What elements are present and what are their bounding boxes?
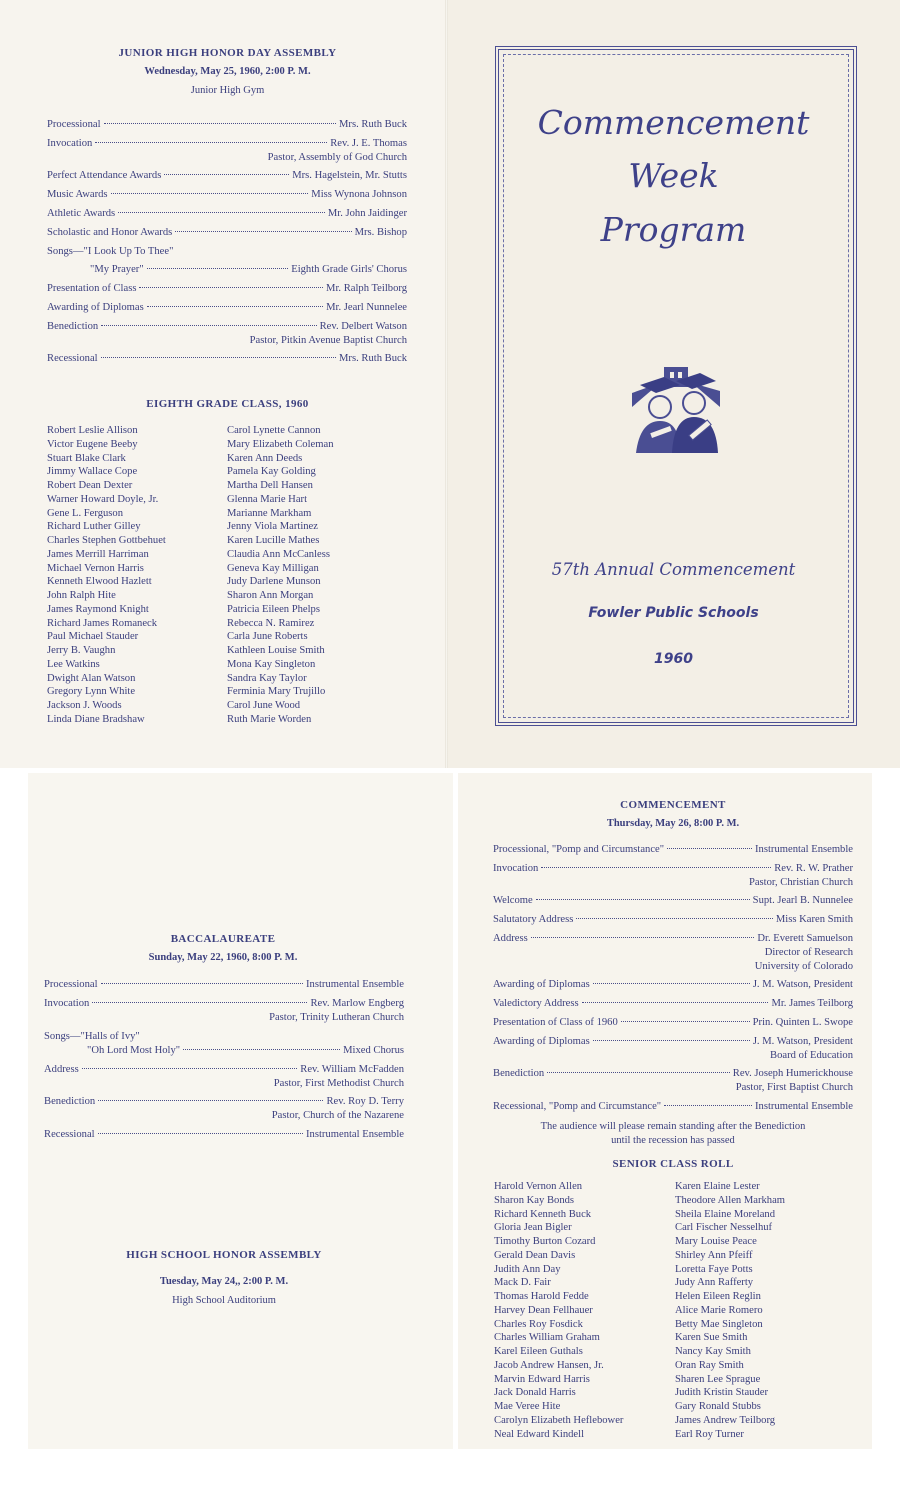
name-entry: Jimmy Wallace Cope [47,466,138,478]
program-item: Athletic Awards [47,208,116,219]
name-entry: Geneva Kay Milligan [227,562,319,574]
name-entry: Gerald Dean Davis [494,1249,576,1261]
program-performer: Mrs. Bishop [354,227,407,238]
junior-high-place: Junior High Gym [190,85,265,96]
name-entry: Mack D. Fair [494,1277,551,1289]
name-entry: Robert Leslie Allison [47,425,138,436]
junior-high-date: Wednesday, May 25, 1960, 2:00 P. M. [144,66,311,77]
name-entry: James Raymond Knight [47,603,149,615]
senior-class-title: SENIOR CLASS ROLL [612,1158,734,1170]
commencement-date: Thursday, May 26, 8:00 P. M. [606,818,740,829]
program-performer-detail: Pastor, Pitkin Avenue Baptist Church [249,335,407,346]
program-item: Processional, "Pomp and Circumstance" [493,844,665,855]
program-row [44,998,404,1012]
senior-names-right [675,1180,785,1441]
program-performer: Instrumental Ensemble [755,844,853,855]
name-entry: Charles William Graham [494,1332,600,1344]
program-item: Processional [44,979,98,990]
program-performer-detail: Pastor, First Methodist Church [273,1078,404,1089]
name-entry: Harold Vernon Allen [494,1181,583,1192]
program-performer-detail: Pastor, Trinity Lutheran Church [269,1012,404,1023]
program-item: Scholastic and Honor Awards [47,227,173,238]
cover-page [447,0,900,768]
program-performer: Miss Karen Smith [775,914,853,925]
name-entry: Carla June Roberts [227,631,308,643]
name-entry: Karen Elaine Lester [675,1181,760,1192]
program-row [47,170,407,184]
program-performer: Mr. Ralph Teilborg [326,283,407,294]
name-entry: Lee Watkins [47,658,100,670]
baccalaureate-date: Sunday, May 22, 1960, 8:00 P. M. [148,952,298,963]
name-entry: Kathleen Louise Smith [227,645,325,656]
program-row [47,321,407,335]
name-entry: Gene L. Ferguson [47,507,124,519]
program-performer: Instrumental Ensemble [306,979,404,990]
program-row [47,302,407,316]
name-entry: Karen Ann Deeds [227,452,303,464]
junior-high-title: JUNIOR HIGH HONOR DAY ASSEMBLY [118,47,337,59]
name-entry: Victor Eugene Beeby [47,438,138,450]
graduates-illustration [630,363,722,453]
commencement-note-line2: until the recession has passed [611,1135,735,1146]
name-entry: Earl Roy Turner [675,1428,744,1440]
program-performer: Mr. Jearl Nunnelee [326,302,407,313]
program-item: Recessional [47,353,98,364]
program-row [493,1101,853,1115]
cover-title-line1: Commencement [537,103,810,142]
program-item: Songs—"I Look Up To Thee" [47,246,174,257]
name-entry: James Andrew Teilborg [675,1414,776,1426]
program-row [90,264,407,278]
name-entry: Judy Ann Rafferty [675,1277,754,1289]
name-entry: John Ralph Hite [47,590,116,601]
junior-high-program [47,119,407,379]
program-item: Recessional, "Pomp and Circumstance" [493,1101,662,1112]
commencement-program [493,844,853,1114]
name-entry: Harvey Dean Fellhauer [494,1304,593,1316]
program-performer: Mr. John Jaidinger [327,208,407,219]
program-performer: Instrumental Ensemble [755,1101,853,1112]
program-item: Valedictory Address [493,998,579,1009]
name-entry: Mary Louise Peace [675,1236,757,1247]
program-item: Invocation [47,138,93,149]
page-fold [445,0,448,768]
baccalaureate-title: BACCALAUREATE [170,933,276,945]
commencement-page [458,773,872,1449]
name-entry: Mae Veree Hite [494,1401,561,1412]
name-entry: Marianne Markham [227,507,312,519]
program-item: Welcome [493,895,533,906]
program-row [493,998,853,1012]
program-performer: J. M. Watson, President [752,979,853,990]
name-entry: Kenneth Elwood Hazlett [47,576,152,588]
name-entry: Warner Howard Doyle, Jr. [47,493,159,505]
name-entry: Nancy Kay Smith [675,1346,751,1357]
program-row [44,1096,404,1110]
cover-school-name: Fowler Public Schools [588,605,759,621]
program-performer: Mrs. Hagelstein, Mr. Stutts [292,170,407,181]
program-performer: Mixed Chorus [343,1045,404,1056]
program-performer-detail: University of Colorado [754,961,853,972]
name-entry: Patricia Eileen Phelps [227,603,320,615]
program-item: Benediction [47,321,99,332]
program-item: "Oh Lord Most Holy" [87,1045,181,1056]
program-item: Awarding of Diplomas [493,1036,590,1047]
name-entry: Mona Kay Singleton [227,658,316,670]
program-row [44,979,404,993]
program-row [493,1017,853,1031]
name-entry: Jenny Viola Martinez [227,521,318,533]
name-entry: Judy Darlene Munson [227,576,321,588]
name-entry: Jackson J. Woods [47,700,122,711]
program-item: Salutatory Address [493,914,574,925]
baccalaureate-program [44,979,404,1149]
program-item: "My Prayer" [90,264,144,275]
name-entry: Jack Donald Harris [494,1387,576,1399]
program-performer: Eighth Grade Girls' Chorus [291,264,407,275]
name-entry: Mary Elizabeth Coleman [227,438,334,450]
name-entry: Glenna Marie Hart [227,493,308,505]
name-entry: James Merrill Harriman [47,548,149,560]
program-performer: Instrumental Ensemble [306,1129,404,1140]
program-item: Awarding of Diplomas [493,979,590,990]
program-row [493,914,853,928]
program-performer-detail: Board of Education [770,1050,853,1061]
program-performer-detail: Pastor, Assembly of God Church [267,152,407,163]
name-entry: Karen Lucille Mathes [227,535,320,546]
name-entry: Carl Fischer Nesselhuf [675,1222,773,1234]
name-entry: Gregory Lynn White [47,686,136,698]
name-entry: Robert Dean Dexter [47,480,133,491]
program-performer: Mrs. Ruth Buck [339,353,407,364]
program-row [493,863,853,877]
program-item: Awarding of Diplomas [47,302,144,313]
program-row [47,138,407,152]
eighth-grade-title: EIGHTH GRADE CLASS, 1960 [146,398,309,410]
eighth-grade-names-left [47,424,166,727]
commencement-title: COMMENCEMENT [620,799,726,811]
program-performer: Rev. Delbert Watson [319,321,407,332]
name-entry: Betty Mae Singleton [675,1318,763,1330]
program-performer: Rev. William McFadden [300,1064,404,1075]
program-item: Address [493,933,528,944]
program-performer: Miss Wynona Johnson [311,189,407,200]
baccalaureate-page [28,773,453,1449]
program-row [493,895,853,909]
program-row [47,227,407,241]
program-performer: Rev. Joseph Humerickhouse [732,1068,853,1079]
program-performer-detail: Pastor, First Baptist Church [735,1082,853,1093]
name-entry: Gary Ronald Stubbs [675,1401,761,1412]
program-performer: Rev. Roy D. Terry [326,1096,404,1107]
name-entry: Dwight Alan Watson [47,672,136,684]
program-performer-detail: Director of Research [764,947,853,958]
name-entry: Stuart Blake Clark [47,452,126,464]
name-entry: Sheila Elaine Moreland [675,1208,776,1220]
program-row [44,1129,404,1143]
program-row [493,844,853,858]
program-row [493,1068,853,1082]
junior-high-page [0,0,447,768]
name-entry: Sandra Kay Taylor [227,672,307,684]
hs-honor-date: Tuesday, May 24,, 2:00 P. M. [159,1276,289,1287]
program-row [87,1045,404,1059]
name-entry: Timothy Burton Cozard [494,1236,596,1247]
cover-title-line3: Program [600,210,747,249]
name-entry: Ruth Marie Worden [227,713,312,725]
name-entry: Sharon Ann Morgan [227,590,314,601]
name-entry: Michael Vernon Harris [47,562,144,574]
program-row [47,119,407,133]
name-entry: Paul Michael Stauder [47,631,139,643]
name-entry: Richard James Romaneck [47,617,158,629]
program-row [493,1036,853,1050]
program-item: Music Awards [47,189,108,200]
name-entry: Carol June Wood [227,700,301,711]
program-row [47,353,407,367]
name-entry: Charles Roy Fosdick [494,1318,583,1330]
name-entry: Alice Marie Romero [675,1304,763,1316]
program-performer: Supt. Jearl B. Nunnelee [752,895,853,906]
name-entry: Theodore Allen Markham [675,1194,786,1206]
name-entry: Thomas Harold Fedde [494,1291,589,1302]
name-entry: Linda Diane Bradshaw [47,713,145,725]
name-entry: Judith Ann Day [494,1263,561,1275]
eighth-grade-names-right [227,424,334,727]
name-entry: Karel Eileen Guthals [494,1346,583,1357]
hs-honor-title: HIGH SCHOOL HONOR ASSEMBLY [126,1249,322,1261]
program-item: Recessional [44,1129,95,1140]
name-entry: Ferminia Mary Trujillo [227,686,326,698]
name-entry: Carol Lynette Cannon [227,425,321,436]
name-entry: Pamela Kay Golding [227,466,316,478]
program-row [47,283,407,297]
program-item: Invocation [493,863,539,874]
name-entry: Oran Ray Smith [675,1359,744,1371]
name-entry: Claudia Ann McCanless [227,548,330,560]
name-entry: Charles Stephen Gottbehuet [47,535,166,546]
cover-title-line2: Week [628,156,719,195]
name-entry: Rebecca N. Ramirez [227,617,315,629]
program-item: Benediction [44,1096,96,1107]
program-performer: Prin. Quinten L. Swope [752,1017,853,1028]
program-row [493,979,853,993]
program-performer: Dr. Everett Samuelson [757,933,853,944]
program-item: Presentation of Class [47,283,137,294]
hs-honor-place: High School Auditorium [172,1295,276,1306]
program-row [47,189,407,203]
program-row [47,208,407,222]
program-item: Address [44,1064,79,1075]
name-entry: Carolyn Elizabeth Heflebower [494,1414,624,1426]
name-entry: Richard Luther Gilley [47,521,141,533]
program-row [44,1064,404,1078]
name-entry: Marvin Edward Harris [494,1373,590,1385]
name-entry: Sharon Kay Bonds [494,1194,575,1206]
name-entry: Gloria Jean Bigler [494,1222,572,1234]
commencement-note-line1: The audience will please remain standing after the Benediction [540,1121,806,1132]
program-item: Songs—"Halls of Ivy" [44,1031,140,1042]
program-performer-detail: Pastor, Christian Church [748,877,853,888]
name-entry: Martha Dell Hansen [227,480,313,491]
name-entry: Jacob Andrew Hansen, Jr. [494,1359,604,1371]
program-item: Invocation [44,998,90,1009]
name-entry: Karen Sue Smith [675,1332,748,1344]
name-entry: Shirley Ann Pfeiff [675,1249,753,1261]
name-entry: Judith Kristin Stauder [675,1387,768,1399]
program-performer: Mr. James Teilborg [771,998,853,1009]
senior-names-left [494,1180,623,1441]
program-item: Perfect Attendance Awards [47,170,162,181]
name-entry: Sharen Lee Sprague [675,1373,761,1385]
program-row [493,933,853,947]
cover-annual-commencement: 57th Annual Commencement [551,560,796,579]
program-item: Presentation of Class of 1960 [493,1017,618,1028]
cover-year: 1960 [654,651,693,667]
program-performer: Mrs. Ruth Buck [339,119,407,130]
program-performer: Rev. R. W. Prather [774,863,853,874]
name-entry: Jerry B. Vaughn [47,645,116,656]
program-item: Benediction [493,1068,545,1079]
name-entry: Helen Eileen Reglin [675,1291,761,1302]
name-entry: Neal Edward Kindell [494,1428,585,1440]
name-entry: Richard Kenneth Buck [494,1208,592,1220]
program-performer: J. M. Watson, President [752,1036,853,1047]
program-performer: Rev. Marlow Engberg [310,998,404,1009]
name-entry: Loretta Faye Potts [675,1263,753,1275]
program-item: Processional [47,119,101,130]
program-performer: Rev. J. E. Thomas [330,138,407,149]
program-performer-detail: Pastor, Church of the Nazarene [271,1110,404,1121]
